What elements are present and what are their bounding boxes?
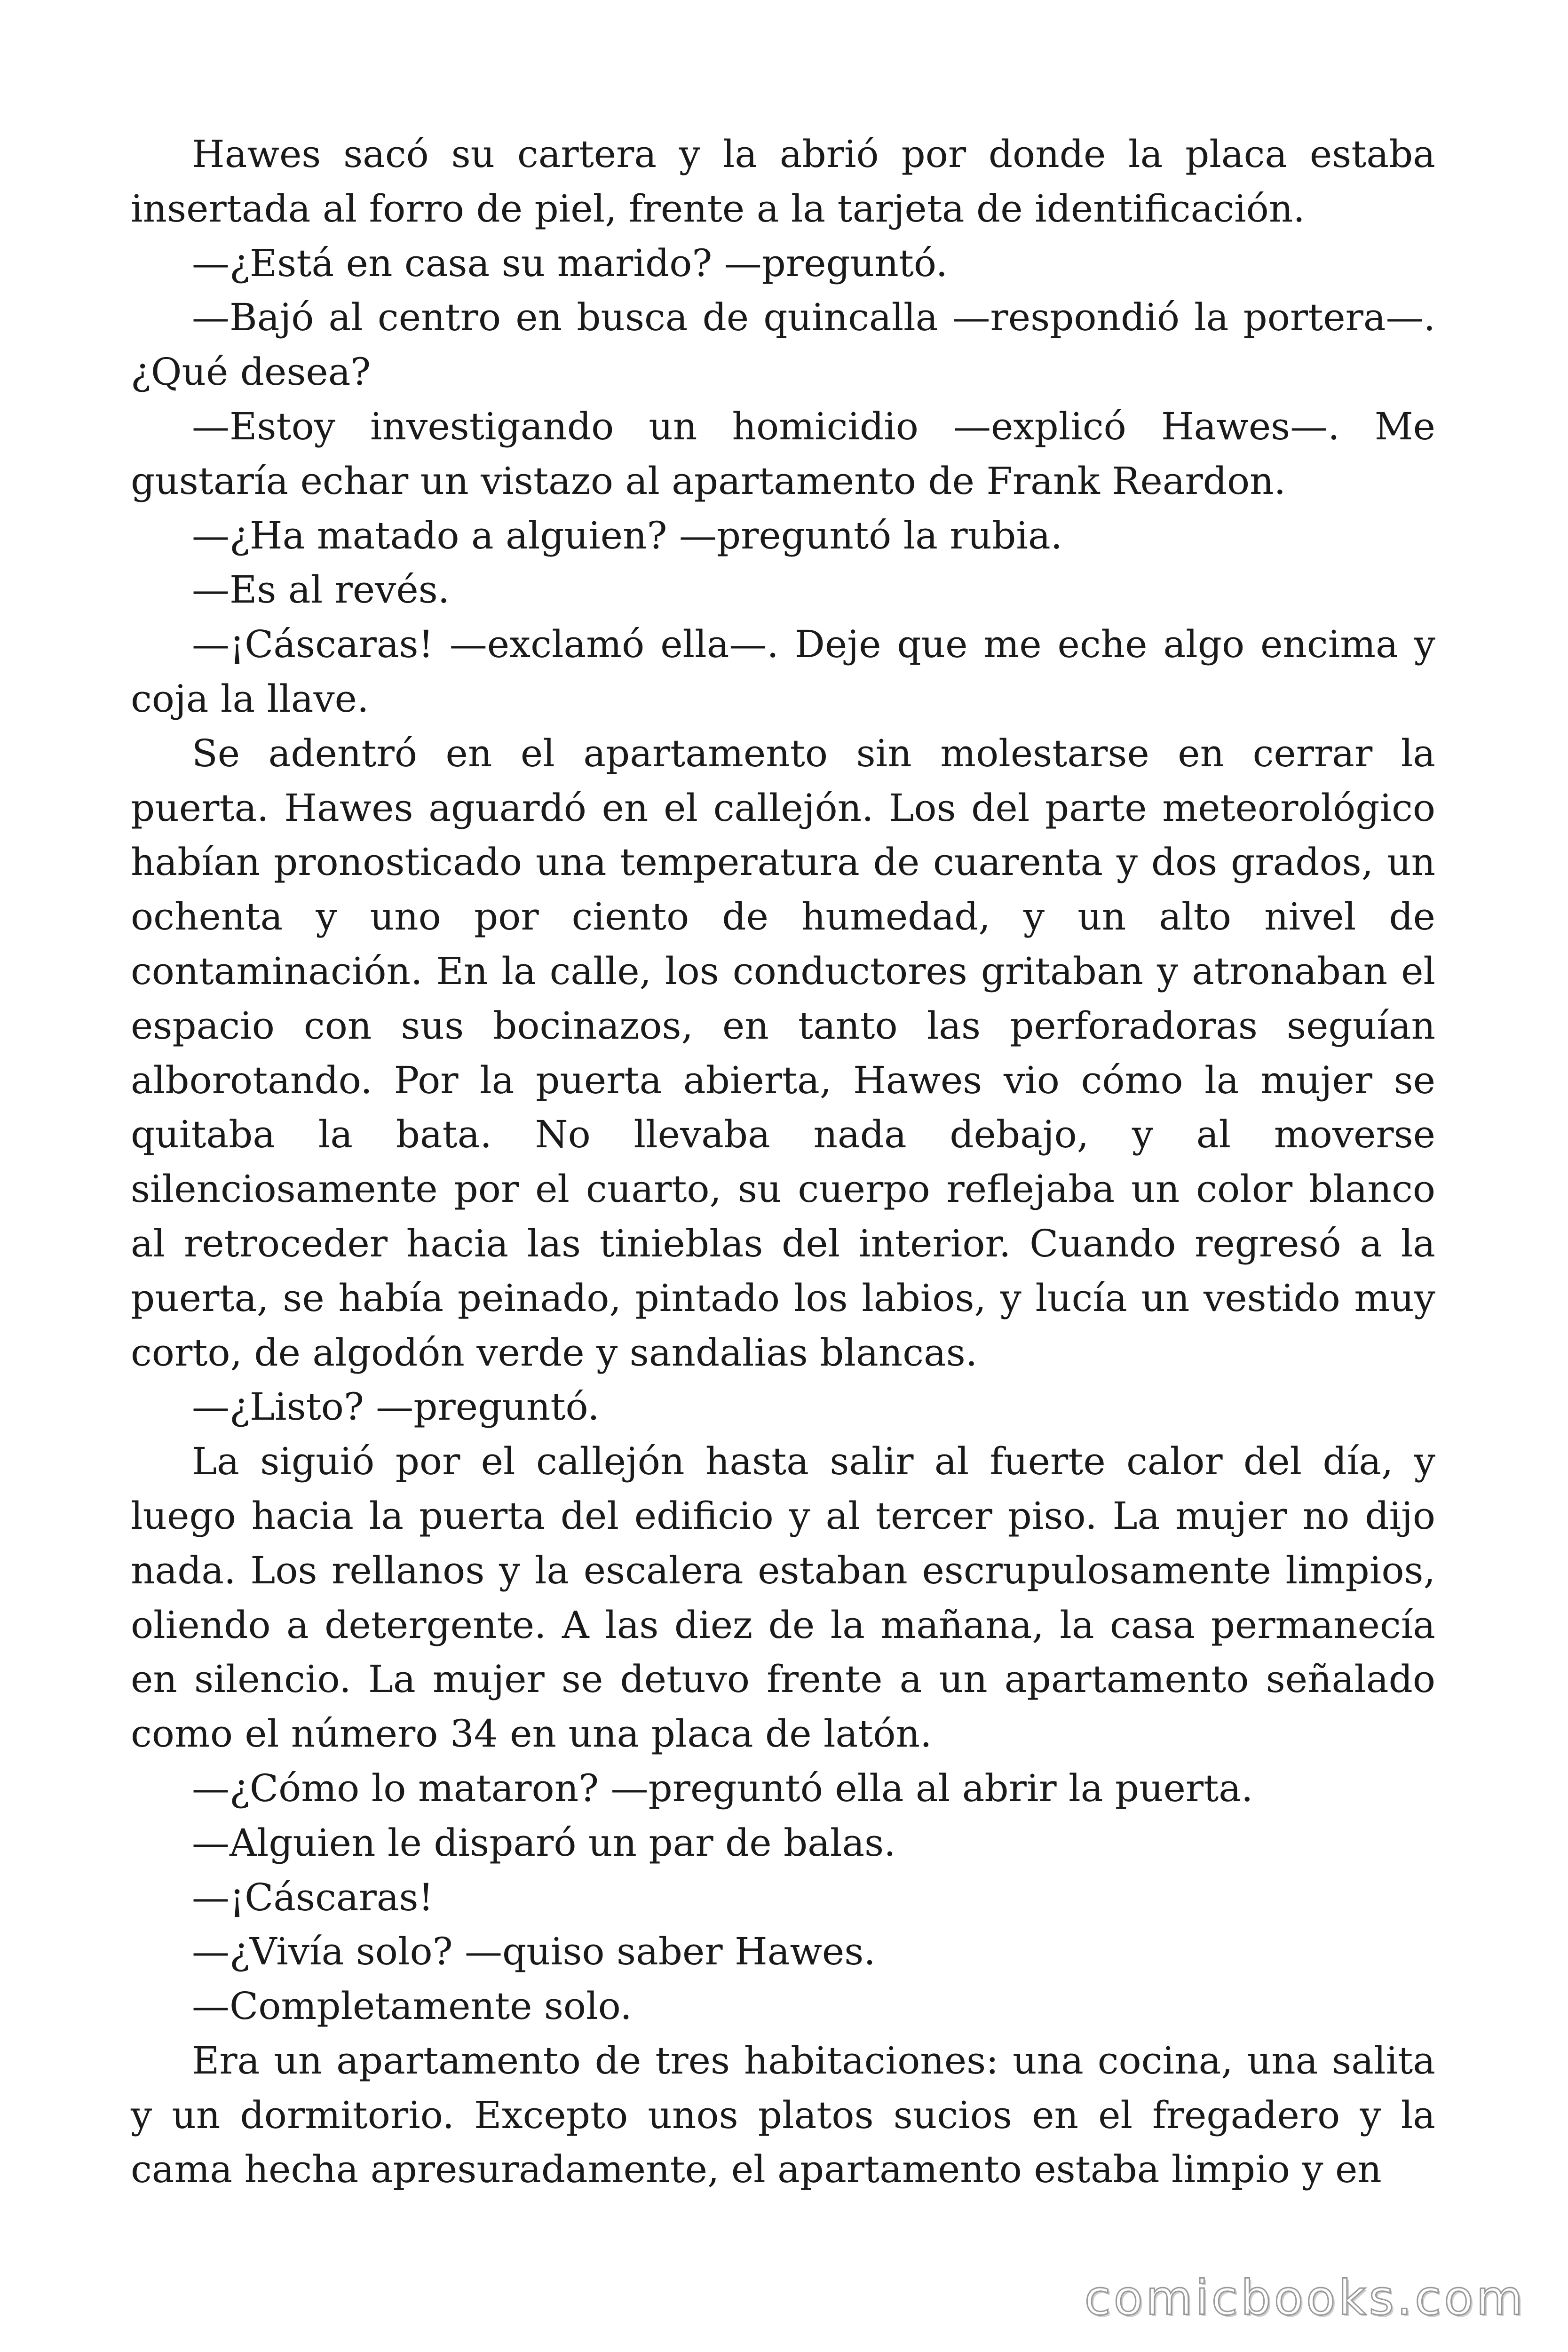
paragraph: —¡Cáscaras! —exclamó ella—. Deje que me eche algo encima y coja la llave. [131,622,1435,721]
paragraph: —¿Listo? —preguntó. [192,1385,600,1429]
watermark: comicbooks.com [1084,2270,1526,2326]
paragraph: —¿Ha matado a alguien? —preguntó la rubia. [192,513,1063,557]
paragraph: —¡Cáscaras! [192,1875,434,1919]
paragraph: La siguió por el callejón hasta salir al fuerte calor del día, y luego hacia la puerta del edificio y al tercer piso. La mujer no dijo nada. Los rellanos y la escalera estaban escrupulosamente limpios, oliendo a detergente. A las diez de la mañana, la casa permanecía en silencio. La mujer se detuvo frente a un apartamento señalado como el número 34 en una placa de latón. [131,1439,1435,1756]
paragraph: Se adentró en el apartamento sin molestarse en cerrar la puerta. Hawes aguardó en el callejón. Los del parte meteorológico habían pronosticado una temperatura de cuarenta y dos grados, un ochenta y uno por ciento de humedad, y un alto nivel de contaminación. En la calle, los conductores gritaban y atronaban el espacio con sus bocinazos, en tanto las perforadoras seguían alborotando. Por la puerta abierta, Hawes vio cómo la mujer se quitaba la bata. No llevaba nada debajo, y al moverse silenciosamente por el cuarto, su cuerpo reflejaba un color blanco al retroceder hacia las tinieblas del interior. Cuando regresó a la puerta, se había peinado, pintado los labios, y lucía un vestido muy corto, de algodón verde y sandalias blancas. [131,731,1435,1375]
paragraph: —Estoy investigando un homicidio —explicó Hawes—. Me gustaría echar un vistazo al apartamento de Frank Reardon. [131,404,1435,503]
paragraph: —¿Vivía solo? —quiso saber Hawes. [192,1930,876,1974]
paragraph: —Es al revés. [192,568,450,612]
paragraph: —¿Está en casa su marido? —preguntó. [192,241,948,285]
paragraph: —¿Cómo lo mataron? —preguntó ella al abrir la puerta. [192,1766,1253,1810]
paragraph: Hawes sacó su cartera y la abrió por donde la placa estaba insertada al forro de piel, frente a la tarjeta de identificación. [131,132,1435,230]
body-text [131,127,1435,2197]
paragraph: —Completamente solo. [192,1984,632,2028]
paragraph: Era un apartamento de tres habitaciones: una cocina, una salita y un dormitorio. Excepto unos platos sucios en el fregadero y la cama hecha apresuradamente, el apartamento estaba limpio y en [131,2038,1435,2192]
paragraph: —Alguien le disparó un par de balas. [192,1820,896,1865]
paragraph: —Bajó al centro en busca de quincalla —respondió la portera—. ¿Qué desea? [131,295,1435,394]
